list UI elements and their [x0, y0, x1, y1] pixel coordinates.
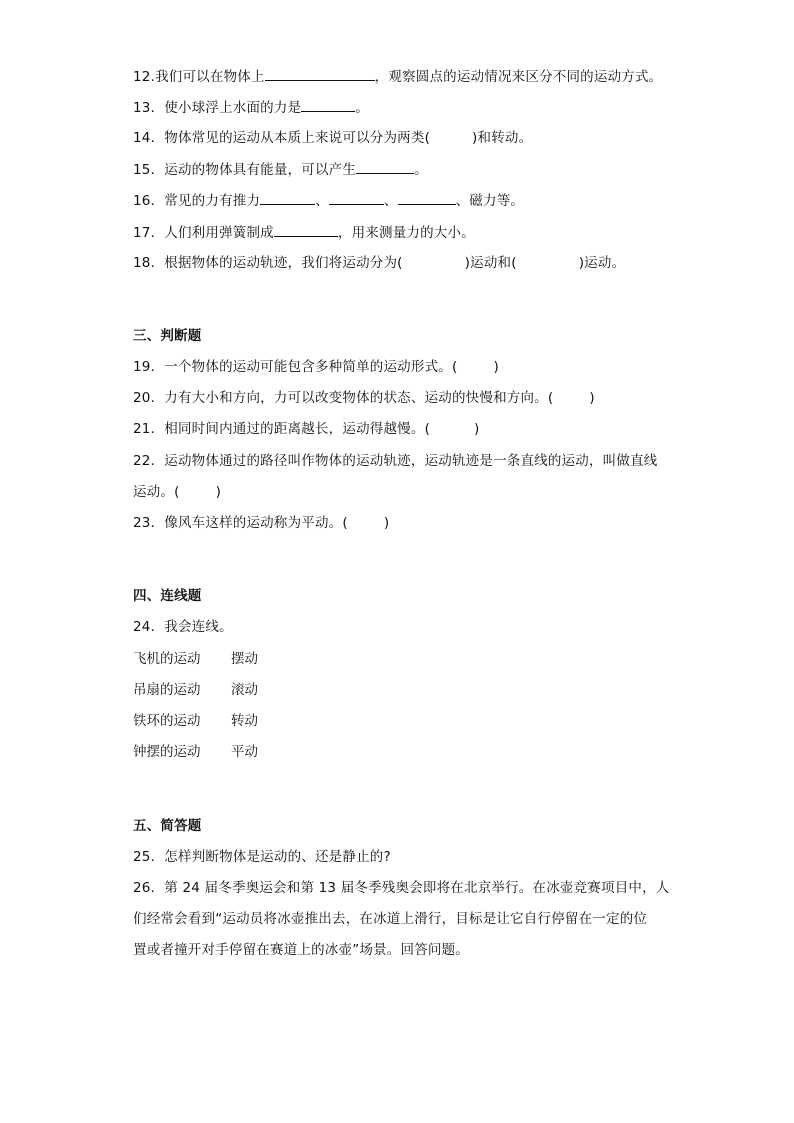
match-left-item-3[interactable]: 铁环的运动 [133, 713, 201, 729]
q13-blank[interactable] [301, 98, 355, 112]
q20-text: 20．力有大小和方向，力可以改变物体的状态、运动的快慢和方向。( [133, 390, 554, 406]
question-21 [133, 420, 480, 438]
q17-blank[interactable] [274, 223, 338, 237]
question-22-line-1: 22．运动物体通过的路径叫作物体的运动轨迹，运动轨迹是一条直线的运动，叫做直线 [133, 453, 658, 469]
q23-close: ) [383, 515, 390, 531]
q12-text-before: 12.我们可以在物体上 [133, 69, 265, 85]
question-22-line-2 [133, 483, 221, 501]
question-20 [133, 389, 595, 407]
q22-text: 运动。( [133, 484, 180, 500]
q16-sep-2: 、 [383, 193, 398, 209]
question-16 [133, 191, 524, 210]
match-right-item-4[interactable]: 平动 [231, 744, 258, 760]
match-right-item-1[interactable]: 摆动 [231, 651, 258, 667]
q19-text: 19．一个物体的运动可能包含多种简单的运动形式。( [133, 359, 458, 375]
question-24: 24．我会连线。 [133, 619, 233, 635]
q22-close: ) [215, 484, 222, 500]
match-left-item-2[interactable]: 吊扇的运动 [133, 682, 201, 698]
q14-text-after: )和转动。 [472, 130, 533, 146]
question-26-line-3: 置或者撞开对手停留在赛道上的冰壶”场景。回答问题。 [133, 942, 469, 958]
question-17 [133, 223, 475, 242]
match-right-item-2[interactable]: 滚动 [231, 682, 258, 698]
q13-text-before: 13．使小球浮上水面的力是 [133, 100, 302, 116]
question-26-line-1: 26．第 24 届冬季奥运会和第 13 届冬季残奥会即将在北京举行。在冰壶竞赛项目中，人 [133, 880, 670, 896]
question-18 [133, 254, 625, 272]
q15-blank[interactable] [356, 160, 414, 174]
q12-text-after: ，观察圆点的运动情况来区分不同的运动方式。 [374, 69, 663, 85]
q21-text: 21．相同时间内通过的距离越长，运动得越慢。( [133, 421, 431, 437]
q16-text-after: 、磁力等。 [455, 193, 525, 209]
q13-text-after: 。 [355, 100, 369, 116]
section-5-heading: 五、简答题 [133, 818, 202, 834]
q21-close: ) [474, 421, 480, 437]
question-14 [133, 129, 532, 147]
q14-text-before: 14．物体常见的运动从本质上来说可以分为两类( [133, 130, 431, 146]
match-left-item-4[interactable]: 钟摆的运动 [133, 744, 201, 760]
question-12 [133, 67, 662, 86]
section-4-heading: 四、连线题 [133, 588, 202, 604]
q23-text: 23．像风车这样的运动称为平动。( [133, 515, 348, 531]
question-26-line-2: 们经常会看到“运动员将冰壶推出去，在冰道上滑行，目标是让它自行停留在一定的位 [133, 911, 648, 927]
q18-text-before: 18．根据物体的运动轨迹，我们将运动分为( [133, 255, 403, 271]
q16-blank-2[interactable] [329, 191, 384, 205]
question-19 [133, 358, 499, 376]
section-3-heading: 三、判断题 [133, 328, 202, 344]
q16-blank-3[interactable] [398, 191, 456, 205]
q18-text-after: )运动。 [578, 255, 626, 271]
q15-text-after: 。 [414, 162, 428, 178]
question-13 [133, 98, 369, 117]
match-right-item-3[interactable]: 转动 [231, 713, 258, 729]
q19-close: ) [493, 359, 499, 375]
match-left-item-1[interactable]: 飞机的运动 [133, 651, 201, 667]
q12-blank[interactable] [265, 67, 375, 81]
question-15 [133, 160, 428, 179]
question-23 [133, 514, 389, 532]
q18-text-mid: )运动和( [464, 255, 517, 271]
q16-sep-1: 、 [315, 193, 329, 209]
q20-close: ) [589, 390, 595, 406]
q16-text-before: 16．常见的力有推力 [133, 193, 261, 209]
q15-text-before: 15．运动的物体具有能量，可以产生 [133, 162, 357, 178]
q16-blank-1[interactable] [260, 191, 315, 205]
question-25: 25．怎样判断物体是运动的、还是静止的? [133, 849, 391, 865]
q17-text-before: 17．人们利用弹簧制成 [133, 225, 274, 241]
q17-text-after: ，用来测量力的大小。 [337, 225, 475, 241]
